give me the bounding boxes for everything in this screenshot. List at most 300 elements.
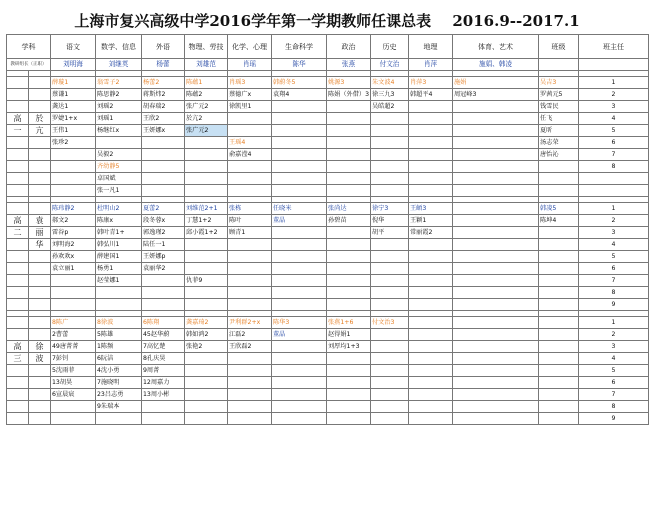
teacher-cell [327, 173, 371, 185]
teacher-cell [51, 185, 96, 197]
class-number-cell: 5 [579, 125, 649, 137]
teacher-cell [142, 299, 185, 311]
teacher-cell [409, 239, 453, 251]
grade-leader-cell [29, 275, 51, 287]
grade-label: 二 [7, 227, 29, 239]
teacher-cell [228, 125, 272, 137]
subheader-label: 教研组长（正职） [7, 59, 51, 71]
teacher-cell [371, 173, 409, 185]
class-number-cell: 2 [579, 215, 649, 227]
teacher-cell: 韩叶青1+ [96, 227, 142, 239]
grade-leader-cell [29, 77, 51, 89]
teacher-cell [409, 263, 453, 275]
teacher-cell [371, 299, 409, 311]
teacher-cell: 2曹蕾 [51, 329, 96, 341]
teacher-cell [96, 137, 142, 149]
grade-leader-cell [29, 263, 51, 275]
teacher-cell [409, 251, 453, 263]
teacher-cell [539, 275, 579, 287]
grade-cell [7, 137, 29, 149]
teacher-cell [185, 413, 228, 425]
title-main: 上海市复兴高级中学2016学年第一学期教师任课总表 [74, 12, 432, 30]
teacher-cell: 6陈翔 [142, 317, 185, 329]
class-number-cell: 1 [579, 77, 649, 89]
subheader-chinese: 刘明海 [51, 59, 96, 71]
teacher-cell: 张广元2 [185, 125, 228, 137]
grade-label: 高 [7, 215, 29, 227]
teacher-cell [228, 365, 272, 377]
teacher-cell: 韩凌5 [539, 203, 579, 215]
class-number-cell: 5 [579, 365, 649, 377]
teacher-cell [371, 113, 409, 125]
teacher-cell: 袁丽华2 [142, 263, 185, 275]
class-number-cell: 3 [579, 101, 649, 113]
teacher-cell: 张一凡1 [96, 185, 142, 197]
teacher-cell: 薛建国1 [96, 251, 142, 263]
grade-cell [7, 203, 29, 215]
teacher-cell [51, 299, 96, 311]
grade-cell [7, 161, 29, 173]
teacher-cell [539, 341, 579, 353]
header-subject: 学科 [7, 35, 51, 59]
teacher-cell [142, 173, 185, 185]
teacher-cell: 5陈雄 [96, 329, 142, 341]
class-number-cell: 8 [579, 287, 649, 299]
teacher-cell [453, 173, 539, 185]
teacher-cell [272, 161, 327, 173]
teacher-cell: 蒋斯炜2 [142, 89, 185, 101]
teacher-cell: 罗茜元5 [539, 89, 579, 101]
teacher-cell: 刘瑶1 [96, 113, 142, 125]
teacher-cell [453, 101, 539, 113]
teacher-cell [228, 185, 272, 197]
teacher-cell: 付文治3 [371, 317, 409, 329]
grade-cell [7, 251, 29, 263]
teacher-cell [453, 227, 539, 239]
table-row [7, 377, 649, 389]
teacher-cell [327, 287, 371, 299]
teacher-cell: 蔡德广x [228, 89, 272, 101]
grade-leader-label: 徐 [29, 341, 51, 353]
teacher-cell [409, 185, 453, 197]
teacher-cell: 邱小霞1+2 [185, 227, 228, 239]
teacher-cell: 韩蔚冬5 [272, 77, 327, 89]
table-row [7, 161, 649, 173]
teacher-cell: 钱雪民 [539, 101, 579, 113]
title-range: 2016.9--2017.1 [452, 12, 580, 30]
teacher-cell [185, 239, 228, 251]
grade-leader-label: 波 [29, 353, 51, 365]
teacher-cell [453, 329, 539, 341]
teacher-cell: 胡平 [371, 227, 409, 239]
teacher-cell: 杨继红x [96, 125, 142, 137]
grade-cell [7, 77, 29, 89]
class-number-cell: 2 [579, 329, 649, 341]
teacher-cell [371, 149, 409, 161]
teacher-cell: 陈思静2 [96, 89, 142, 101]
teacher-cell [371, 329, 409, 341]
teacher-cell [272, 341, 327, 353]
teacher-cell [142, 413, 185, 425]
teacher-cell [453, 113, 539, 125]
teacher-cell [327, 275, 371, 287]
teacher-cell [371, 353, 409, 365]
teacher-cell [453, 401, 539, 413]
teacher-cell: 郭逸瑾2 [142, 227, 185, 239]
teacher-cell [539, 161, 579, 173]
teacher-cell [185, 251, 228, 263]
teacher-cell [142, 401, 185, 413]
grade-leader-cell [29, 287, 51, 299]
header-geography: 地理 [409, 35, 453, 59]
teacher-cell: 於亢2 [185, 113, 228, 125]
teacher-cell [539, 299, 579, 311]
teacher-cell [409, 341, 453, 353]
teacher-cell: 刘维范2+1 [185, 203, 228, 215]
teacher-cell: 王妍娜x [142, 125, 185, 137]
teacher-cell [409, 101, 453, 113]
teacher-cell [228, 299, 272, 311]
teacher-cell [539, 317, 579, 329]
grade-cell [7, 263, 29, 275]
teacher-cell [142, 161, 185, 173]
header-pe-art: 体育、艺术 [453, 35, 539, 59]
table-row [7, 101, 649, 113]
header-class: 班级 [539, 35, 579, 59]
teacher-cell [185, 185, 228, 197]
subheader-physics: 刘雄范 [185, 59, 228, 71]
table-row [7, 113, 649, 125]
grade-leader-cell [29, 413, 51, 425]
teacher-cell [51, 275, 96, 287]
teacher-cell [272, 149, 327, 161]
grade-leader-cell [29, 137, 51, 149]
teacher-cell: 韩弘川1 [96, 239, 142, 251]
teacher-cell [453, 377, 539, 389]
teacher-cell: 徐三九3 [371, 89, 409, 101]
grade-leader-label: 亢 [29, 125, 51, 137]
teacher-cell: 王頔3 [409, 203, 453, 215]
teacher-cell [371, 185, 409, 197]
table-row [7, 365, 649, 377]
teacher-cell: 尹利群2+x [228, 317, 272, 329]
teacher-cell: 朱文波4 [371, 77, 409, 89]
teacher-cell: 肖瑶3 [228, 77, 272, 89]
teacher-cell [228, 287, 272, 299]
grade-cell [7, 377, 29, 389]
subheader-row [7, 59, 649, 71]
teacher-cell [409, 137, 453, 149]
teacher-cell: 夏昕 [539, 125, 579, 137]
teacher-cell [272, 377, 327, 389]
class-number-cell: 6 [579, 377, 649, 389]
teacher-cell [453, 353, 539, 365]
teacher-cell [371, 239, 409, 251]
teacher-cell [539, 227, 579, 239]
teacher-cell: 唐怡沁 [539, 149, 579, 161]
teacher-cell: 7高忆楚 [142, 341, 185, 353]
teacher-cell: 23吕志勇 [96, 389, 142, 401]
teacher-cell [539, 353, 579, 365]
teacher-cell [453, 263, 539, 275]
teacher-cell [409, 125, 453, 137]
teacher-cell: 卓国斌 [96, 173, 142, 185]
grade-cell [7, 317, 29, 329]
table-row [7, 77, 649, 89]
grade-cell [7, 185, 29, 197]
teacher-cell: 俞嘉滢4 [228, 149, 272, 161]
teacher-cell [327, 401, 371, 413]
table-row [7, 239, 649, 251]
teacher-cell: 7施晓明 [96, 377, 142, 389]
teacher-cell: 杜明山2 [96, 203, 142, 215]
teacher-cell [409, 149, 453, 161]
teacher-cell: 张栋 [228, 203, 272, 215]
table-row [7, 203, 649, 215]
class-number-cell: 7 [579, 389, 649, 401]
teacher-cell [272, 113, 327, 125]
teacher-cell [539, 263, 579, 275]
teacher-cell [228, 239, 272, 251]
grade-leader-cell [29, 149, 51, 161]
table-row [7, 401, 649, 413]
grade-leader-cell [29, 299, 51, 311]
teacher-cell: 9朱瑞本 [96, 401, 142, 413]
teacher-cell: 袁立丽1 [51, 263, 96, 275]
teacher-cell [185, 161, 228, 173]
teacher-cell [228, 161, 272, 173]
teacher-cell [371, 251, 409, 263]
teacher-cell: 13胡昊 [51, 377, 96, 389]
grade-leader-cell [29, 251, 51, 263]
sheet-title [0, 10, 654, 32]
teacher-cell: 王妍娜p [142, 251, 185, 263]
teacher-cell [185, 287, 228, 299]
subheader-math: 刘继英 [96, 59, 142, 71]
teacher-cell [185, 173, 228, 185]
grade-leader-cell [29, 161, 51, 173]
teacher-cell [539, 401, 579, 413]
teacher-cell [453, 161, 539, 173]
table-row [7, 341, 649, 353]
teacher-cell [185, 353, 228, 365]
teacher-cell: 韩超平4 [409, 89, 453, 101]
teacher-cell [371, 275, 409, 287]
header-english: 外语 [142, 35, 185, 59]
header-math: 数学、信息 [96, 35, 142, 59]
class-number-cell: 1 [579, 317, 649, 329]
grade-cell [7, 389, 29, 401]
teacher-cell [453, 149, 539, 161]
header-row [7, 35, 649, 59]
teacher-cell [51, 413, 96, 425]
teacher-cell: 8徐波 [96, 317, 142, 329]
grade-leader-cell [29, 203, 51, 215]
teacher-cell [228, 251, 272, 263]
teacher-cell [228, 113, 272, 125]
teacher-cell: 袁翔4 [272, 89, 327, 101]
teacher-cell [539, 173, 579, 185]
class-number-cell: 9 [579, 413, 649, 425]
grade-leader-cell [29, 377, 51, 389]
teacher-cell [327, 251, 371, 263]
teacher-cell: 夏蕾2 [142, 203, 185, 215]
class-number-cell: 6 [579, 263, 649, 275]
table-row [7, 89, 649, 101]
grade-cell [7, 89, 29, 101]
teacher-cell [96, 287, 142, 299]
table-row [7, 215, 649, 227]
teacher-cell: 郝文2 [51, 215, 96, 227]
teacher-cell: 5沈雨菲 [51, 365, 96, 377]
teacher-cell [371, 161, 409, 173]
subheader-class [539, 59, 579, 71]
teacher-cell [539, 365, 579, 377]
teacher-cell: 9周菁 [142, 365, 185, 377]
teacher-cell: 赵莹娜1 [96, 275, 142, 287]
class-number-cell: 9 [579, 299, 649, 311]
subheader-english: 杨蕾 [142, 59, 185, 71]
grade-cell [7, 149, 29, 161]
teacher-cell: 董晶 [272, 329, 327, 341]
class-number-cell: 7 [579, 275, 649, 287]
teacher-cell [228, 413, 272, 425]
teacher-cell: 丁慧1+2 [185, 215, 228, 227]
teacher-cell: 吴吉3 [539, 77, 579, 89]
teacher-cell [51, 173, 96, 185]
teacher-cell: 顾青1 [228, 227, 272, 239]
teacher-cell: 8孔庆昊 [142, 353, 185, 365]
teacher-cell: 陈华3 [272, 317, 327, 329]
grade-leader-label: 丽 [29, 227, 51, 239]
grade-cell [7, 413, 29, 425]
teacher-cell: 陈蕴2 [185, 89, 228, 101]
teacher-cell: 吴毅2 [96, 149, 142, 161]
class-number-cell [579, 173, 649, 185]
table-row [7, 353, 649, 365]
subheader-pe-art: 施娟、韩凌 [453, 59, 539, 71]
teacher-cell [453, 215, 539, 227]
grade-cell [7, 173, 29, 185]
teacher-cell [539, 377, 579, 389]
teacher-cell [539, 413, 579, 425]
teacher-cell [453, 125, 539, 137]
grade-leader-cell [29, 401, 51, 413]
teacher-cell [371, 287, 409, 299]
table-row [7, 137, 649, 149]
table-row [7, 413, 649, 425]
teacher-cell [272, 401, 327, 413]
teacher-cell [371, 413, 409, 425]
grade-leader-cell [29, 317, 51, 329]
grade-cell [7, 365, 29, 377]
teacher-cell: 蔡谦1 [51, 89, 96, 101]
teacher-cell [453, 239, 539, 251]
teacher-cell: 陈玮静2 [51, 203, 96, 215]
teacher-cell [371, 377, 409, 389]
teacher-cell [272, 173, 327, 185]
grade-leader-label: 於 [29, 113, 51, 125]
teacher-cell [228, 263, 272, 275]
teacher-cell [228, 389, 272, 401]
teacher-cell: 任飞 [539, 113, 579, 125]
teacher-cell: 王颖1 [409, 215, 453, 227]
teacher-cell [185, 377, 228, 389]
grade-leader-label: 华 [29, 239, 51, 251]
teacher-cell [272, 101, 327, 113]
class-number-cell: 6 [579, 137, 649, 149]
teacher-cell [409, 161, 453, 173]
teacher-cell: 杨蕾2 [142, 77, 185, 89]
teacher-cell: 王伟1 [51, 125, 96, 137]
teacher-cell [371, 263, 409, 275]
teacher-cell: 徐凯里1 [228, 101, 272, 113]
teacher-cell [272, 413, 327, 425]
teacher-cell [409, 299, 453, 311]
teacher-cell: 49唐菁菁 [51, 341, 96, 353]
teacher-cell: 8陈广 [51, 317, 96, 329]
grade-cell [7, 299, 29, 311]
teacher-cell [272, 365, 327, 377]
teacher-cell: 12周嘉力 [142, 377, 185, 389]
teacher-cell [185, 137, 228, 149]
subheader-geography: 肖萍 [409, 59, 453, 71]
grade-leader-cell [29, 365, 51, 377]
teacher-cell: 6阮洁 [96, 353, 142, 365]
grade-cell [7, 329, 29, 341]
teacher-cell [453, 251, 539, 263]
teacher-cell [327, 389, 371, 401]
grade-cell [7, 275, 29, 287]
teacher-cell: 施娟 [453, 77, 539, 89]
teacher-cell [272, 137, 327, 149]
teacher-cell: 王瑶4 [228, 137, 272, 149]
teacher-cell: 张尚达 [327, 203, 371, 215]
teacher-cell [272, 251, 327, 263]
teacher-cell: 孙碧苗 [327, 215, 371, 227]
teacher-cell [51, 401, 96, 413]
teacher-cell: 张艳2 [185, 341, 228, 353]
table-row [7, 317, 649, 329]
table-row [7, 173, 649, 185]
grade-cell [7, 239, 29, 251]
grade-leader-label: 袁 [29, 215, 51, 227]
class-number-cell: 5 [579, 251, 649, 263]
class-number-cell: 8 [579, 401, 649, 413]
grade-leader-cell [29, 173, 51, 185]
teacher-cell [409, 317, 453, 329]
subheader-biology: 陈华 [272, 59, 327, 71]
header-head-teacher: 班主任 [579, 35, 649, 59]
class-number-cell: 3 [579, 227, 649, 239]
teacher-cell [185, 149, 228, 161]
teacher-cell [539, 239, 579, 251]
teacher-cell: 陈康x [96, 215, 142, 227]
grade-label: 高 [7, 341, 29, 353]
teacher-cell [327, 227, 371, 239]
teacher-cell [51, 161, 96, 173]
grade-label: 一 [7, 125, 29, 137]
table-row [7, 227, 649, 239]
teacher-cell [371, 341, 409, 353]
subheader-head-teacher [579, 59, 649, 71]
teacher-cell: 韩如鸿2 [185, 329, 228, 341]
teacher-cell: 刘明海2 [51, 239, 96, 251]
class-number-cell: 2 [579, 89, 649, 101]
header-history: 历史 [371, 35, 409, 59]
header-biology: 生命科学 [272, 35, 327, 59]
teacher-cell: 肖萍3 [409, 77, 453, 89]
